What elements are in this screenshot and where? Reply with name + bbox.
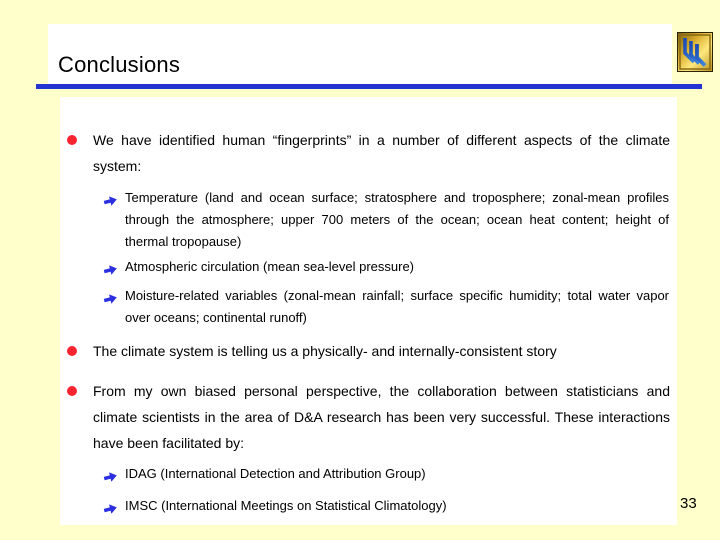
bullet-text: Atmospheric circulation (mean sea-level pressure) (125, 259, 415, 274)
bullet-text: We have identified human “fingerprints” in a number of different aspects of the climate system: (93, 132, 670, 174)
page-number: 33 (680, 495, 697, 512)
red-bullet-icon (67, 135, 77, 145)
bullet-text: The climate system is telling us a physically- and internally-consistent story (93, 343, 557, 359)
bullet-list (60, 127, 677, 517)
red-bullet-icon (67, 386, 77, 396)
blue-arrow-icon (103, 261, 118, 273)
bullet-text: IMSC (International Meetings on Statistical Climatology) (125, 498, 447, 513)
sub-bullet-item (60, 256, 677, 278)
slide-title: Conclusions (58, 52, 181, 77)
sub-bullet-item (60, 495, 677, 517)
blue-arrow-icon (103, 290, 118, 302)
title-bar (48, 24, 672, 84)
blue-arrow-icon (103, 468, 118, 480)
slide-body-panel (60, 97, 677, 525)
bullet-item (60, 378, 677, 456)
sub-bullet-item (60, 285, 677, 329)
llnl-logo-icon (677, 32, 713, 72)
blue-arrow-icon (103, 500, 118, 512)
sub-bullet-item (60, 187, 677, 253)
bullet-text: Moisture-related variables (zonal-mean rainfall; surface specific humidity; total water vapor over oceans; continental runoff) (125, 288, 669, 325)
bullet-item (60, 127, 677, 179)
bullet-text: Temperature (land and ocean surface; stratosphere and troposphere; zonal-mean profiles through the atmosphere; upper 700 meters of the ocean; ocean heat content; height of thermal tropopause) (125, 190, 669, 249)
blue-arrow-icon (103, 192, 118, 204)
bullet-text: IDAG (International Detection and Attribution Group) (125, 466, 426, 481)
sub-bullet-item (60, 463, 677, 485)
bullet-text: From my own biased personal perspective, the collaboration between statisticians and climate scientists in the area of D&A research has been very successful. These interactions have been facilitated by: (93, 383, 670, 451)
bullet-item (60, 338, 677, 364)
title-underline-rule (36, 84, 702, 89)
red-bullet-icon (67, 346, 77, 356)
